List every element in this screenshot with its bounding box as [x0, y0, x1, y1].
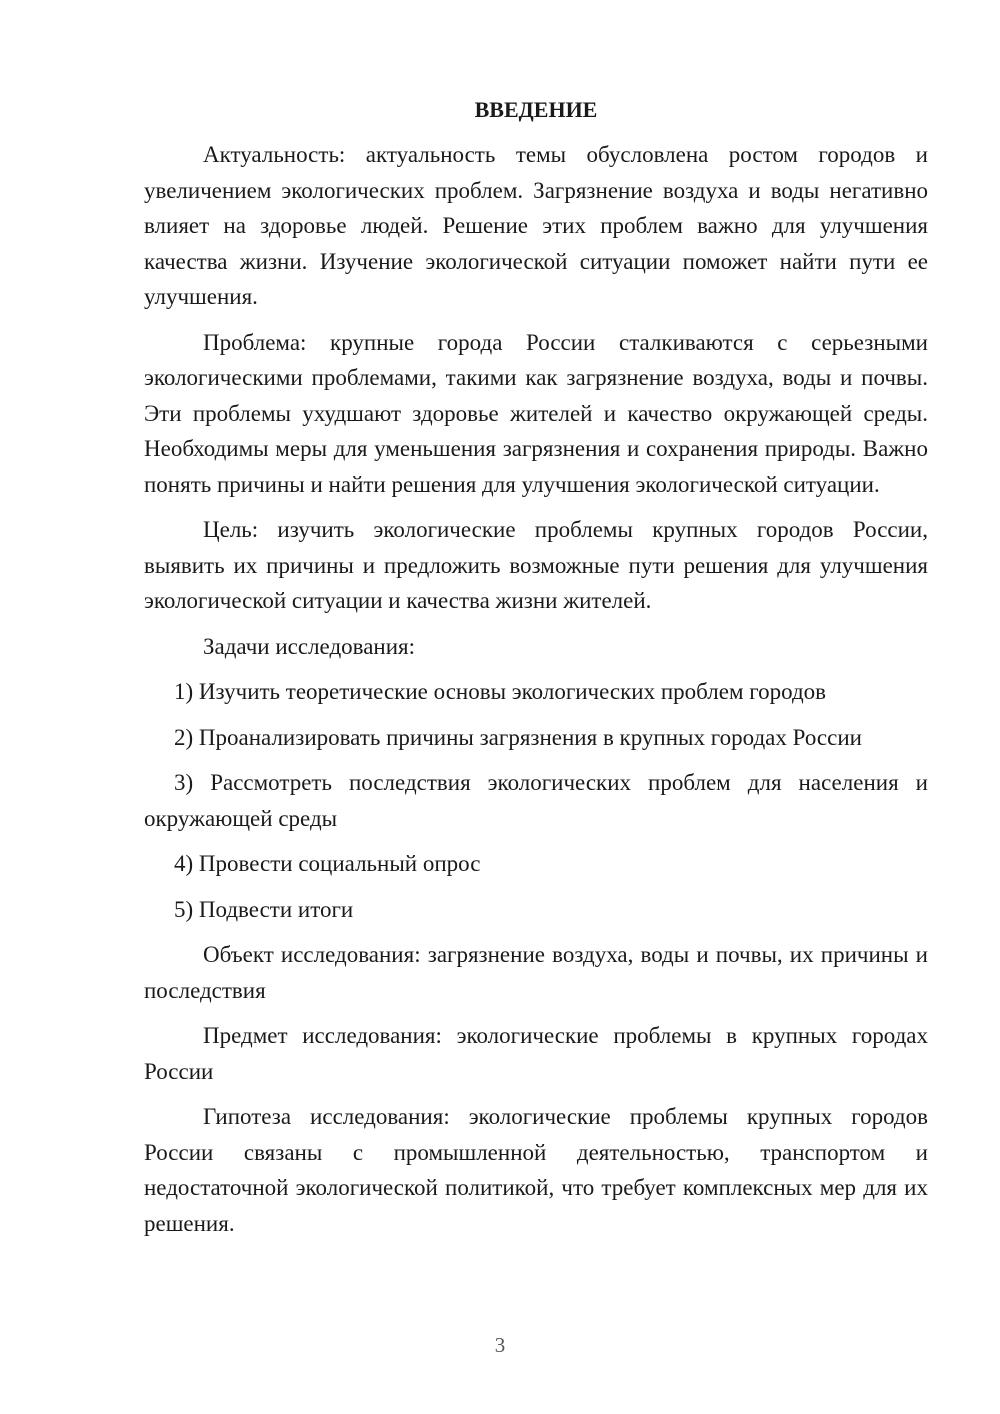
paragraph-tasks-intro: Задачи исследования:	[203, 633, 416, 659]
page-title: ВВЕДЕНИЕ	[474, 97, 598, 122]
page-number: 3	[494, 1333, 506, 1357]
paragraph-hypothesis: Гипотеза исследования: экологические проблемы крупных городов России связаны с промышленной деятельностью, транспортом и недостаточной экологической политикой, что требует комплексных мер для их решения.	[144, 1104, 928, 1236]
paragraph-subject: Предмет исследования: экологические проблемы в крупных городах России	[144, 1023, 928, 1084]
document-page	[144, 92, 928, 1251]
task-item-1: 1) Изучить теоретические основы экологических проблем городов	[174, 679, 827, 704]
task-item-3: 3) Рассмотреть последствия экологических проблем для населения и окружающей среды	[144, 770, 928, 831]
task-item-5: 5) Подвести итоги	[174, 896, 354, 922]
task-item-2: 2) Проанализировать причины загрязнения в крупных городах России	[174, 724, 862, 750]
paragraph-relevance: Актуальность: актуальность темы обусловлена ростом городов и увеличением экологических проблем. Загрязнение воздуха и воды негативно влияет на здоровье людей. Решение этих проблем важно для улучшения качества жизни. Изучение экологической ситуации поможет найти пути ее улучшения.	[144, 142, 928, 309]
paragraph-problem: Проблема: крупные города России сталкиваются с серьезными экологическими проблемами, такими как загрязнение воздуха, воды и почвы. Эти проблемы ухудшают здоровье жителей и качество окружающей среды. Необходимы меры для уменьшения загрязнения и сохранения природы. Важно понять причины и найти решения для улучшения экологической ситуации.	[144, 329, 928, 497]
paragraph-goal: Цель: изучить экологические проблемы крупных городов России, выявить их причины и предложить возможные пути решения для улучшения экологической ситуации и качества жизни жителей.	[144, 517, 928, 613]
task-item-4: 4) Провести социальный опрос	[174, 851, 481, 876]
paragraph-object: Объект исследования: загрязнение воздуха, воды и почвы, их причины и последствия	[144, 942, 928, 1003]
